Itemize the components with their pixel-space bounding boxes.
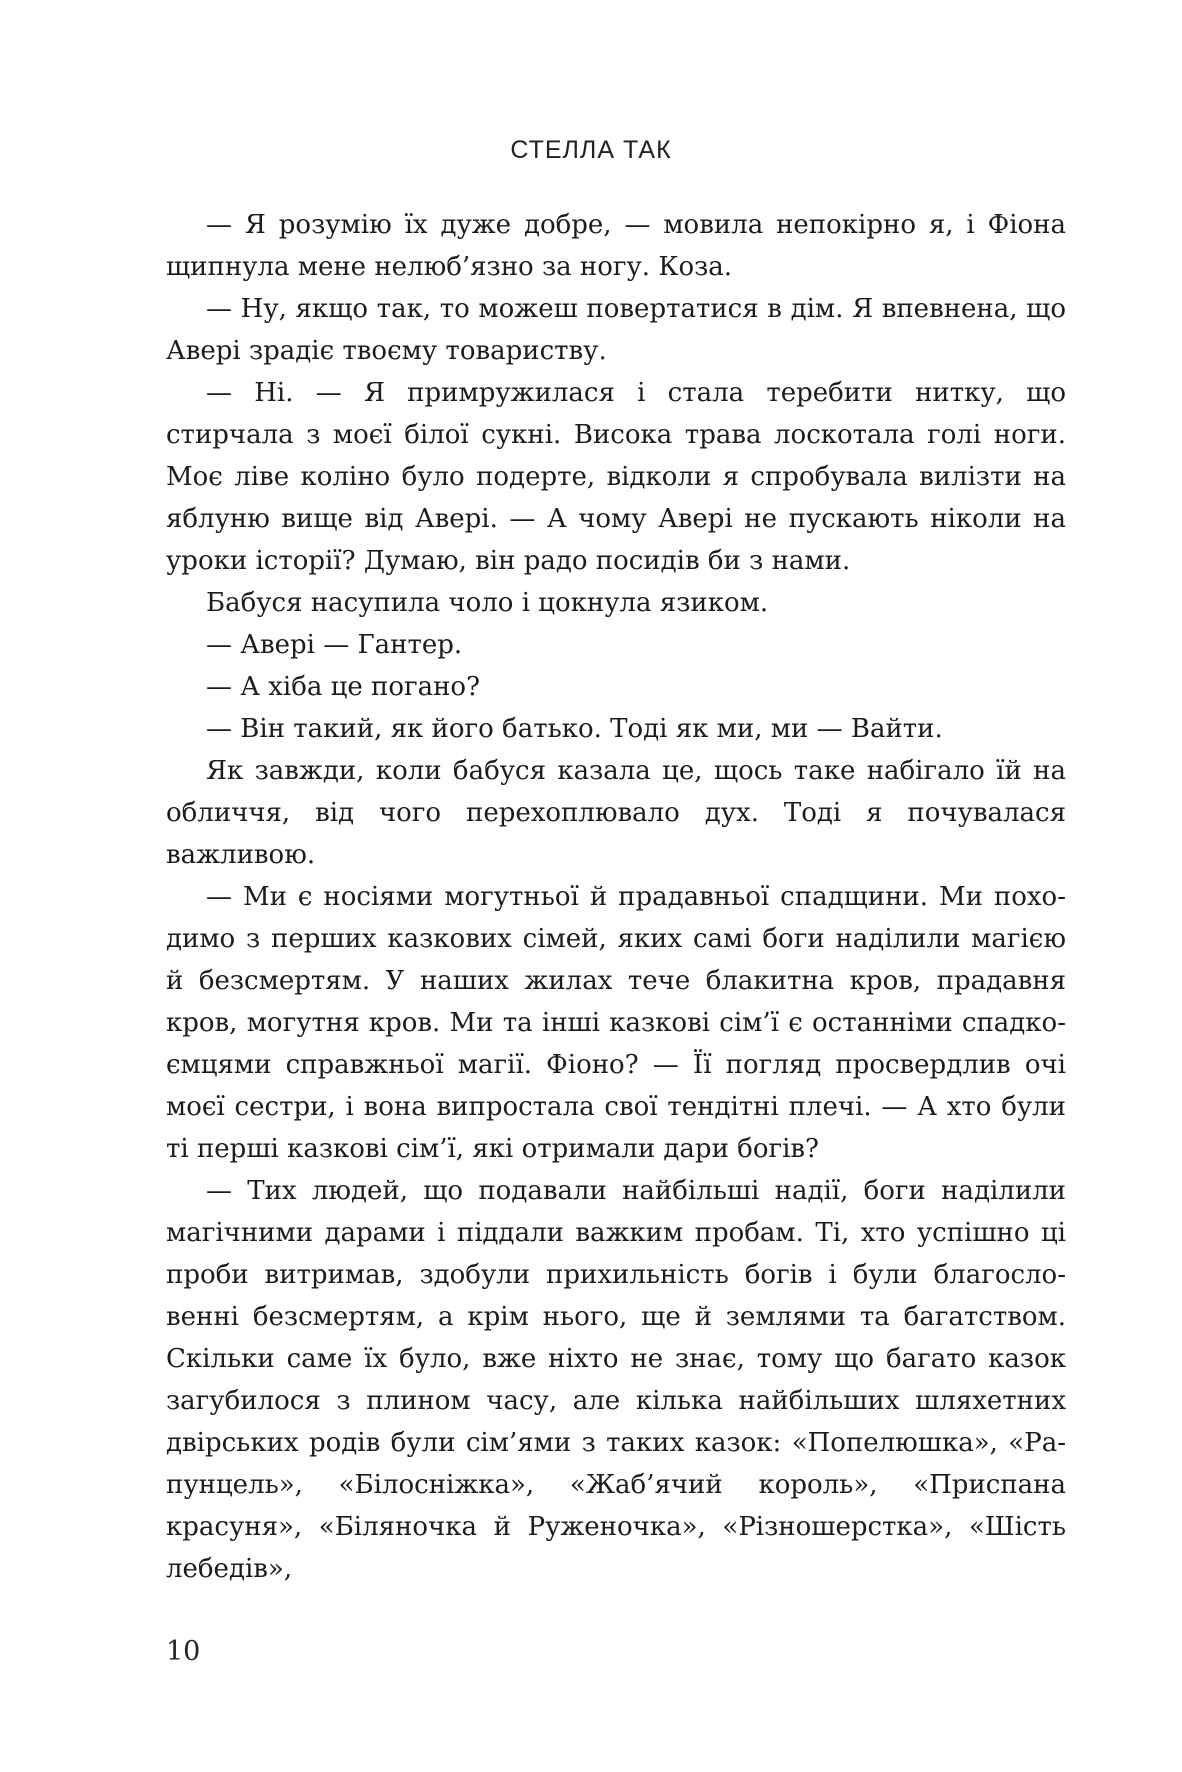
body-text	[166, 204, 1066, 1590]
paragraph: — Тих людей, що подавали найбільші надії, боги наділили магічними дарами і піддали важким пробам. Ті, хто успішно ці проби витримав, здобули прихильність богів і були благословенні безсмертям, а крім нього, ще й землями та багатством. Скільки саме їх було, вже ніхто не знає, тому що багато казок загубилося з плином часу, але кілька найбільших шляхетних двірських родів були сім’ями з таких казок: «Попелюшка», «Рапунцель», «Білосніжка», «Жаб’ячий король», «Приспана красуня», «Біляночка й Руженочка», «Різношерстка», «Шість лебедів»,	[166, 1176, 1066, 1584]
paragraph: — А хіба це погано?	[206, 672, 481, 702]
page-number: 10	[166, 1636, 201, 1667]
paragraph: — Ми є носіями могутньої й прадавньої спадщини. Ми походимо з перших казкових сімей, яких самі боги наділили магією й безсмертям. У наших жилах тече блакитна кров, прадавня кров, могутня кров. Ми та інші казкові сім’ї є останніми спадкоємцями справжньої магії. Фіоно? — Її погляд просвердлив очі моєї сестри, і вона випростала свої тендітні плечі. — А хто були ті перші казкові сім’ї, які отримали дари богів?	[166, 882, 1066, 1164]
paragraph: — Ні. — Я примружилася і стала теребити нитку, що стирчала з моєї білої сукні. Висока трава лоскотала голі ноги. Моє ліве коліно було подерте, відколи я спробувала вилізти на яблуню вище від Авері. — А чому Авері не пускають ніколи на уроки історії? Думаю, він радо посидів би з нами.	[166, 378, 1066, 576]
paragraph: — Авері — Гантер.	[206, 630, 463, 660]
paragraph: Як завжди, коли бабуся казала це, щось таке набігало їй на обличчя, від чого перехоплювало дух. Тоді я почувалася важливою.	[166, 756, 1066, 870]
paragraph: — Я розумію їх дуже добре, — мовила непокірно я, і Фіона щипнула мене нелюб’язно за ногу. Коза.	[166, 210, 1066, 282]
paragraph: Бабуся насупила чоло і цокнула язиком.	[206, 588, 769, 618]
running-head: СТЕЛЛА ТАК	[510, 136, 672, 164]
paragraph: — Він такий, як його батько. Тоді як ми, ми — Вайти.	[206, 714, 943, 744]
paragraph: — Ну, якщо так, то можеш повертатися в дім. Я впевнена, що Авері зрадіє твоєму товариству.	[166, 294, 1066, 366]
